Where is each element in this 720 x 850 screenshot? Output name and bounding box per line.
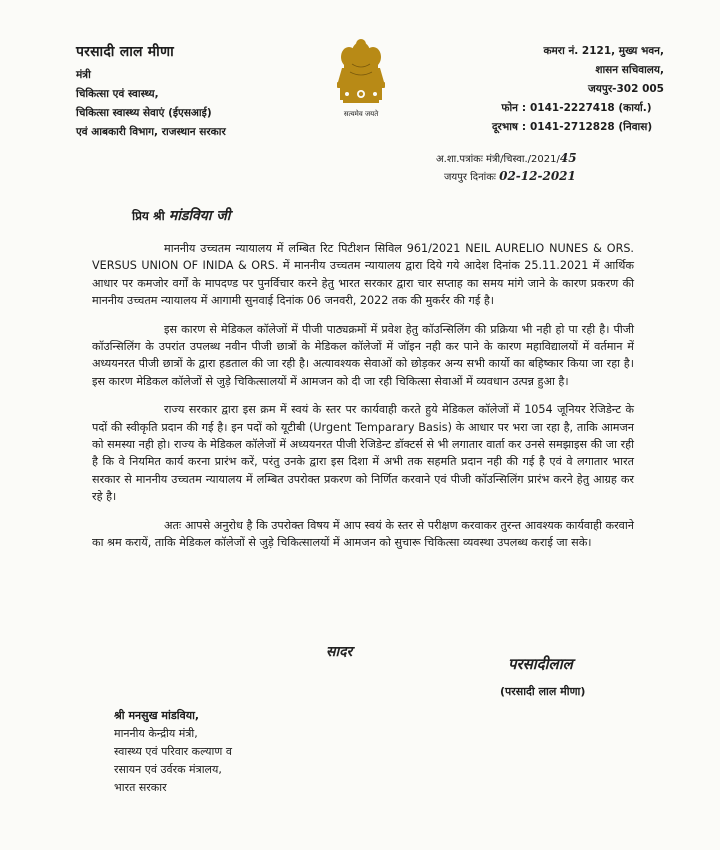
reference-date [436, 168, 577, 186]
paragraph-1: माननीय उच्चतम न्यायालय में लम्बित रिट पिटीशन सिविल 961/2021 NEIL AURELIO NUNES & ORS. VERSUS UNION OF INIDA & ORS. में माननीय उच्चतम न्यायालय द्वारा दिये गये आदेश दिनांक 25.11.2021 में आर्थिक आधार पर कमजोर वर्गों के मापदण्ड पर पुनर्विचार करने हेतु भारत सरकार द्वारा चार सप्ताह का समय मांगे जाने के कारण प्रकरण की माननीय उच्चतम न्यायालय में आगामी सुनवाई दिनांक 06 जनवरी, 2022 तक की मुकर्रर की गई है। [92, 242, 634, 308]
emblem-motto: सत्यमेव जयते [343, 110, 379, 118]
sender-block [76, 42, 316, 142]
reference-date-label: जयपुर दिनांकः [444, 172, 496, 183]
signature: परसादीलाल [508, 655, 573, 673]
paragraph-4: अतः आपसे अनुरोध है कि उपरोक्त विषय में आप स्वयं के स्तर से परीक्षण करवाकर तुरन्त आवश्यक कार्यवाही करवाने का श्रम करायें, ताकि मेडिकल कॉलेजों से जुड़े चिकित्सालयों में आमजन को सुचारू चिकित्सा व्यवस्था उपलब्ध कराई जा सके। [92, 518, 634, 550]
letter-body [92, 240, 634, 563]
signatory-name: (परसादी लाल मीणा) [500, 685, 586, 698]
sender-department-3: एवं आबकारी विभाग, राजस्थान सरकार [76, 126, 226, 138]
residence-phone: दूरभाष : 0141-2712828 (निवास) [470, 118, 670, 137]
salutation-name-handwritten: मांडविया जी [168, 208, 231, 224]
sender-designation: मंत्री [76, 69, 91, 81]
reference-date-handwritten: 02-12-2021 [499, 169, 576, 183]
recipient-line-4: रसायन एवं उर्वरक मंत्रालय, [114, 763, 222, 776]
paragraph-3: राज्य सरकार द्वारा इस क्रम में स्वयं के स्तर पर कार्यवाही करते हुये मेडिकल कॉलेजों में 1054 जूनियर रेजिडेन्ट के पदों की स्वीकृति प्रदान की गई है। इन पदों को यूटीबी (Urgent Temparary Basis) के आधार पर भरा जा रहा है, ताकि आमजन को समस्या नही हो। राज्य के मेडिकल कॉलेजों में अध्ययनरत पीजी रेजिडेन्ट डॉक्टर्स से भी लगातार वार्ता कर उनसे समझाइस की जा रही है कि वे नियमित कार्य करना प्रारंभ करें, परंतु उनके द्वारा इस दिशा में अभी तक सहमति प्रदान नही की गई है एवं वे लगातार भारत सरकार से माननीय उच्चतम न्यायालय में लम्बित उपरोक्त प्रकरण को निर्णित करवाने एवं पीजी कॉउन्सिलिंग प्रारंभ करने हेतु आग्रह कर रहे है। [92, 403, 634, 504]
recipient-name: श्री मनसुख मांडविया, [114, 709, 200, 722]
sender-name: परसादी लाल मीणा [76, 44, 174, 60]
recipient-line-3: स्वास्थ्य एवं परिवार कल्याण व [114, 745, 232, 758]
tel-value: 0141-2712828 (निवास) [530, 121, 653, 133]
phone-label: फोन [501, 102, 518, 114]
reference-number-label: अ.शा.पत्रांकः मंत्री/चिस्वा./2021/ [436, 154, 560, 165]
recipient-block [114, 707, 232, 797]
tel-label: दूरभाष [491, 121, 518, 133]
sender-department-2: चिकित्सा स्वास्थ्य सेवाएं (ईएसआई) [76, 107, 212, 119]
office-phone: फोन : 0141-2227418 (कार्या.) [470, 99, 670, 118]
reference-number-handwritten: 45 [559, 151, 577, 165]
reference-number [436, 150, 577, 168]
address-block [470, 42, 670, 137]
recipient-line-5: भारत सरकार [114, 781, 167, 794]
address-line-1: कमरा नं. 2121, मुख्य भवन, [543, 45, 664, 57]
paragraph-2: इस कारण से मेडिकल कॉलेजों में पीजी पाठ्यक्रमों में प्रवेश हेतु कॉउन्सिलिंग की प्रक्रिया भी नही हो पा रही है। पीजी कॉउन्सिलिंग के उपरांत उपलब्ध नवीन पीजी छात्रों के मेडिकल कॉलेजों में जॉइन नही कर पाने के कारण महाविद्यालयों में वर्तमान में अध्ययनरत पीजी छात्रों के द्वारा हडताल की जा रही है। अत्यावश्यक सेवाओं को छोड़कर अन्य सभी कार्यो का बहिष्कार किया जा रहा है। इस कारण मेडिकल कॉलेजों से जुड़े चिकित्सालयों में आमजन को दी जा रही चिकित्सा सेवाओं में व्यवधान उत्पन्न हुआ है। [92, 322, 634, 388]
handwritten-sadar: सादर [326, 644, 353, 660]
address-line-3: जयपुर-302 005 [588, 83, 664, 95]
recipient-line-2: माननीय केन्द्रीय मंत्री, [114, 727, 198, 740]
reference-block [436, 150, 577, 186]
sender-department-1: चिकित्सा एवं स्वास्थ्य, [76, 88, 159, 100]
salutation-prefix: प्रिय श्री [132, 209, 165, 223]
national-emblem-icon [332, 38, 390, 120]
phone-value: 0141-2227418 (कार्या.) [530, 102, 652, 114]
address-line-2: शासन सचिवालय, [595, 64, 664, 76]
salutation [132, 206, 230, 225]
